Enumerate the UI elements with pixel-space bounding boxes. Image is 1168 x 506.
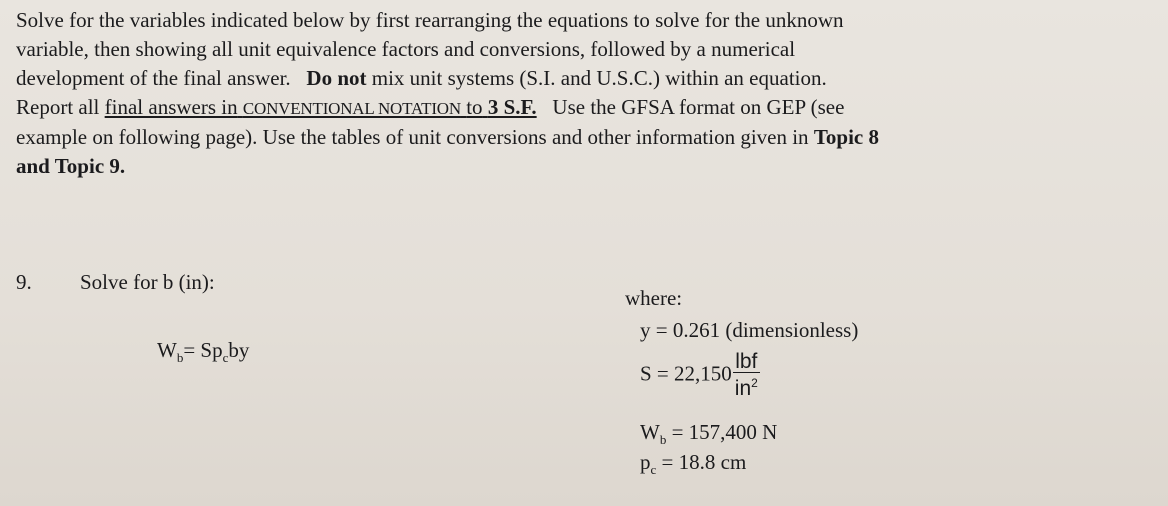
instructions-line-3	[16, 64, 1156, 93]
instructions-line-6: and Topic 9.	[16, 154, 126, 178]
equation-rhs-tail: by	[228, 338, 250, 362]
S-unit-den-base: in	[734, 377, 752, 400]
instructions-text: development of the final answer.	[16, 66, 291, 90]
instructions-text: mix unit systems (S.I. and U.S.C.) within an equation.	[371, 66, 827, 90]
equation-rhs: = Sp	[183, 338, 223, 362]
Wb-value: = 157,400 N	[666, 420, 778, 444]
pc-value: = 18.8 cm	[656, 450, 747, 474]
sig-figs-text: 3 S.F.	[487, 95, 537, 119]
equation-rhs-subscript: c	[222, 350, 229, 366]
topic-8-ref: Topic 8	[813, 125, 879, 149]
where-label: where:	[625, 286, 683, 310]
pc-subscript: c	[650, 462, 657, 478]
instructions-text: to	[466, 95, 483, 119]
S-unit-den-exponent: 2	[751, 376, 758, 390]
instructions-line-5	[16, 123, 1156, 152]
problem-prompt: Solve for b (in):	[80, 270, 215, 294]
instructions-line-4	[16, 93, 1156, 123]
instructions-text: final answers in	[104, 95, 238, 119]
given-Wb	[640, 420, 777, 448]
governing-equation	[157, 338, 249, 366]
emphasis-do-not: Do not	[306, 66, 367, 90]
given-y: y = 0.261 (dimensionless)	[640, 318, 859, 342]
S-unit-numerator: lbf	[733, 352, 760, 373]
problem-number: 9.	[16, 270, 32, 294]
instructions-line-1: Solve for the variables indicated below by first rearranging the equations to solve for the unknown	[16, 8, 844, 32]
instructions-text: Use the GFSA format on GEP (see	[552, 95, 845, 119]
pc-symbol: p	[640, 450, 651, 474]
instructions-line-2: variable, then showing all unit equivalence factors and conversions, followed by a numerical	[16, 37, 796, 61]
given-pc	[640, 450, 746, 478]
equation-lhs: W	[157, 338, 177, 362]
equation-lhs-subscript: b	[176, 350, 184, 366]
instructions-text: example on following page). Use the tables of unit conversions and other information given in	[16, 125, 809, 149]
instructions-paragraph	[16, 6, 1156, 181]
underlined-final-answers	[105, 95, 537, 119]
S-unit-fraction	[733, 352, 760, 399]
Wb-subscript: b	[659, 432, 667, 448]
conventional-notation-text: CONVENTIONAL NOTATION	[242, 99, 461, 118]
S-unit-denominator	[733, 373, 760, 399]
S-value: S = 22,150	[640, 361, 732, 386]
Wb-symbol: W	[640, 420, 660, 444]
given-S	[640, 352, 760, 399]
instructions-text: Report all	[16, 95, 100, 119]
